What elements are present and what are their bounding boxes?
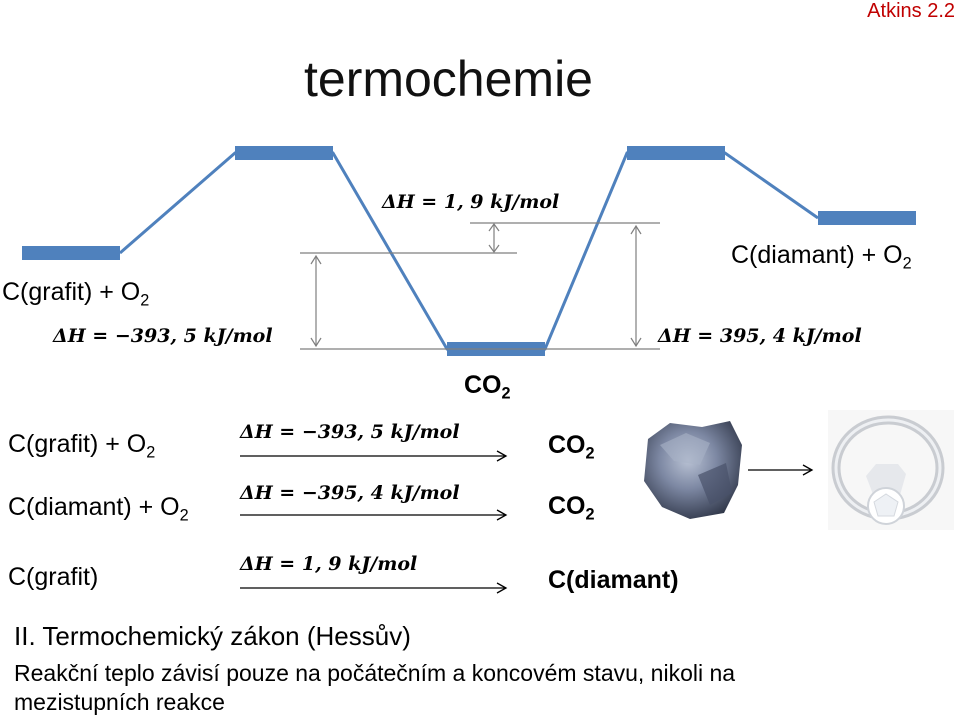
equation-2-reactant — [8, 493, 189, 526]
equation-1-product-sub: 2 — [585, 444, 595, 463]
equation-1-reactant — [8, 430, 155, 463]
law-heading: II. Termochemický zákon (Hessův) — [14, 621, 411, 651]
dh-label-middle: ΔH = 1, 9 kJ/mol — [382, 191, 560, 213]
equation-1-product — [548, 431, 595, 464]
reaction-path — [120, 153, 818, 349]
level-label-diamant-sub: 2 — [902, 254, 912, 273]
equation-1-dh: ΔH = −393, 5 kJ/mol — [240, 421, 460, 443]
equation-1-product-text: CO — [548, 431, 586, 459]
law-text-line-2: mezistupních reakce — [14, 689, 225, 715]
level-label-co2-sub: 2 — [501, 384, 511, 403]
equation-3-reactant — [8, 563, 98, 592]
equation-2-reactant-text: C(diamant) + O — [8, 493, 180, 521]
equation-arrow-1 — [240, 451, 506, 461]
equation-3-reactant-text: C(grafit) — [8, 563, 99, 591]
equation-3-product-text: C(diamant) — [548, 566, 679, 594]
equation-2-reactant-sub: 2 — [179, 506, 189, 525]
level-label-diamant-text: C(diamant) + O — [731, 241, 903, 269]
equation-2-dh: ΔH = −395, 4 kJ/mol — [240, 482, 460, 504]
reference-label: Atkins 2.2 — [867, 0, 955, 22]
level-label-co2-text: CO — [464, 371, 502, 399]
equation-1-reactant-text: C(grafit) + O — [8, 430, 147, 458]
level-label-grafit-sub: 2 — [140, 291, 150, 310]
arrow-dh-right — [631, 226, 641, 346]
level-bar-grafit-start — [22, 246, 120, 260]
graphite-photo — [640, 415, 745, 521]
level-label-grafit-text: C(grafit) + O — [2, 278, 141, 306]
equation-2-product — [548, 492, 595, 525]
photo-arrow — [748, 465, 812, 475]
level-label-co2 — [464, 371, 511, 404]
level-bar-diamant-end — [818, 211, 916, 225]
equation-2-product-sub: 2 — [585, 505, 595, 524]
equation-arrow-2 — [240, 510, 506, 520]
diamond-ring-photo — [828, 410, 954, 530]
dh-label-left: ΔH = −393, 5 kJ/mol — [53, 325, 273, 347]
dh-label-right: ΔH = 395, 4 kJ/mol — [658, 325, 862, 347]
level-label-grafit — [2, 278, 149, 311]
equation-arrow-3 — [240, 583, 506, 593]
equation-3-product — [548, 566, 679, 595]
page-title: termochemie — [304, 51, 593, 107]
equation-3-dh: ΔH = 1, 9 kJ/mol — [240, 553, 418, 575]
law-text-line-1: Reakční teplo závisí pouze na počátečním a koncovém stavu, nikoli na — [14, 660, 736, 686]
equation-2-product-text: CO — [548, 492, 586, 520]
equation-1-reactant-sub: 2 — [146, 443, 156, 462]
arrow-dh-middle — [489, 224, 499, 252]
arrow-dh-left — [311, 256, 321, 346]
level-label-diamant — [731, 241, 912, 274]
